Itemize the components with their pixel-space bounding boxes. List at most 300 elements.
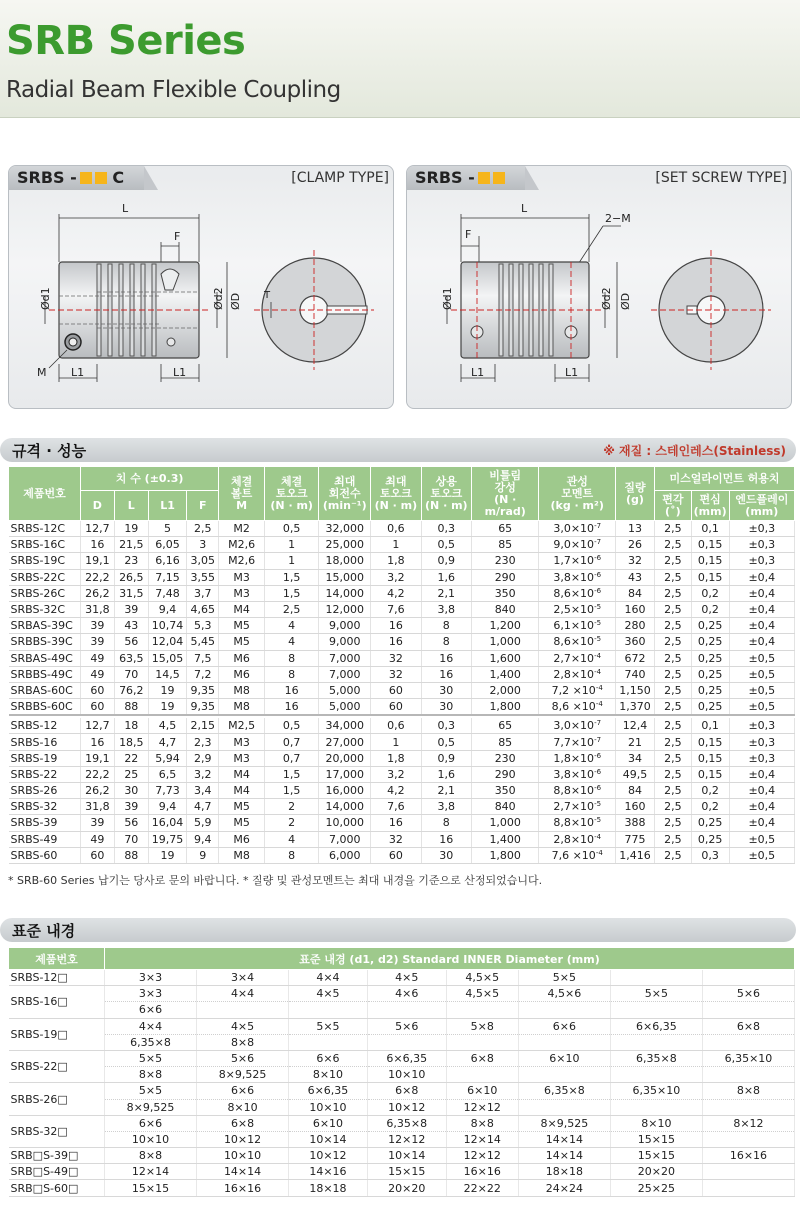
spec-cell: 19 bbox=[114, 521, 148, 537]
dim-M: M bbox=[37, 366, 47, 379]
spec-row bbox=[9, 666, 795, 682]
clamp-model-tab: SRBS - C bbox=[9, 166, 144, 190]
spec-cell: 388 bbox=[615, 815, 654, 831]
spec-cell: $3,8\times 10^{-6}$ bbox=[539, 569, 616, 585]
spec-cell: 7,5 bbox=[187, 650, 219, 666]
spec-cell: $8,6 \times 10^{-4}$ bbox=[539, 699, 616, 715]
spec-cell: 60 bbox=[80, 847, 114, 863]
dia-cell bbox=[518, 1099, 610, 1115]
dia-cell bbox=[518, 1034, 610, 1050]
dia-cell: 12×12 bbox=[446, 1148, 518, 1164]
dia-cell: 4×4 bbox=[197, 986, 289, 1002]
spec-model-cell: SRBS-32 bbox=[9, 799, 81, 815]
spec-cell: 1,370 bbox=[615, 699, 654, 715]
spec-cell: M2,5 bbox=[219, 718, 265, 734]
spec-cell: 26 bbox=[615, 537, 654, 553]
spec-cell: 4,65 bbox=[187, 601, 219, 617]
dia-cell: 6×10 bbox=[518, 1050, 610, 1066]
dia-cell: 6×8 bbox=[702, 1018, 794, 1034]
spec-cell: 290 bbox=[471, 569, 538, 585]
dim-T: T bbox=[264, 290, 271, 301]
dim-d1: Ød1 bbox=[441, 287, 454, 310]
spec-cell: 0,1 bbox=[691, 521, 729, 537]
spec-cell: 350 bbox=[471, 783, 538, 799]
spec-cell: 49 bbox=[80, 650, 114, 666]
spec-cell: 31,8 bbox=[80, 799, 114, 815]
spec-cell: 2,15 bbox=[187, 718, 219, 734]
spec-cell: 16 bbox=[265, 682, 319, 698]
spec-model-cell: SRBS-19 bbox=[9, 750, 81, 766]
spec-cell: 2 bbox=[265, 815, 319, 831]
spec-cell: 60 bbox=[371, 682, 421, 698]
spec-cell: ±0,4 bbox=[729, 585, 794, 601]
spec-cell: 1,6 bbox=[421, 766, 471, 782]
spec-cell: 2,5 bbox=[654, 569, 691, 585]
spec-cell: 16 bbox=[421, 650, 471, 666]
dia-cell: 8×9,525 bbox=[105, 1099, 197, 1115]
dim-d2: Ød2 bbox=[600, 287, 613, 310]
spec-cell: 49 bbox=[80, 666, 114, 682]
spec-cell: 65 bbox=[471, 718, 538, 734]
spec-row bbox=[9, 699, 795, 715]
spec-cell: 31,8 bbox=[80, 601, 114, 617]
dia-cell: 6×8 bbox=[367, 1083, 446, 1099]
dim-L1-right: L1 bbox=[565, 366, 579, 379]
spec-cell: 0,2 bbox=[691, 783, 729, 799]
spec-table-body bbox=[9, 521, 795, 864]
dia-model-cell: SRBS-12□ bbox=[9, 970, 105, 986]
spec-cell: 0,25 bbox=[691, 831, 729, 847]
spec-cell: 8 bbox=[421, 815, 471, 831]
spec-cell: ±0,4 bbox=[729, 815, 794, 831]
dia-cell: 6×10 bbox=[446, 1083, 518, 1099]
spec-cell: 22 bbox=[114, 750, 148, 766]
dia-model-cell: SRB□S-49□ bbox=[9, 1164, 105, 1180]
dim-F: F bbox=[465, 228, 472, 241]
dia-cell: 8×8 bbox=[702, 1083, 794, 1099]
spec-model-cell: SRBS-26 bbox=[9, 783, 81, 799]
spec-cell: $7,7\times 10^{-7}$ bbox=[539, 734, 616, 750]
dia-cell bbox=[446, 1034, 518, 1050]
dia-cell bbox=[702, 970, 794, 986]
spec-cell: 1,800 bbox=[471, 699, 538, 715]
spec-cell: 1,600 bbox=[471, 650, 538, 666]
spec-cell: 1,000 bbox=[471, 815, 538, 831]
dia-row bbox=[9, 1083, 795, 1099]
dia-cell: 5×5 bbox=[105, 1083, 197, 1099]
spec-cell: 280 bbox=[615, 618, 654, 634]
dia-cell: 8×9,525 bbox=[197, 1067, 289, 1083]
spec-cell: 30 bbox=[114, 783, 148, 799]
spec-cell: 1,400 bbox=[471, 666, 538, 682]
dia-cell: 12×14 bbox=[446, 1131, 518, 1147]
spec-cell: $8,6\times 10^{-5}$ bbox=[539, 634, 616, 650]
spec-cell: 6,05 bbox=[148, 537, 187, 553]
dia-row bbox=[9, 986, 795, 1002]
dia-cell: 6×6,35 bbox=[610, 1018, 702, 1034]
dia-cell: 15×15 bbox=[367, 1164, 446, 1180]
th-F: F bbox=[187, 491, 219, 521]
spec-cell: 2,5 bbox=[265, 601, 319, 617]
spec-cell: 18,5 bbox=[114, 734, 148, 750]
spec-cell: 22,2 bbox=[80, 766, 114, 782]
spec-cell: 2,1 bbox=[421, 783, 471, 799]
spec-model-cell: SRBBS-60C bbox=[9, 699, 81, 715]
dia-cell: 20×20 bbox=[367, 1180, 446, 1196]
spec-model-cell: SRBS-22 bbox=[9, 766, 81, 782]
dia-cell bbox=[610, 970, 702, 986]
spec-cell: 2,5 bbox=[654, 799, 691, 815]
spec-cell: 2,5 bbox=[654, 766, 691, 782]
spec-cell: 84 bbox=[615, 585, 654, 601]
spec-cell: 4,7 bbox=[187, 799, 219, 815]
dia-cell: 8×9,525 bbox=[518, 1115, 610, 1131]
spec-cell: 4 bbox=[265, 634, 319, 650]
spec-cell: 1,200 bbox=[471, 618, 538, 634]
spec-cell: 43 bbox=[615, 569, 654, 585]
dia-cell: 24×24 bbox=[518, 1180, 610, 1196]
spec-model-cell: SRBS-60 bbox=[9, 847, 81, 863]
spec-cell: 8 bbox=[421, 634, 471, 650]
spec-cell: 9 bbox=[187, 847, 219, 863]
spec-model-cell: SRBS-16C bbox=[9, 537, 81, 553]
spec-cell: 4,2 bbox=[371, 585, 421, 601]
dia-cell: 6×6 bbox=[289, 1050, 368, 1066]
dia-cell: 14×14 bbox=[518, 1131, 610, 1147]
dia-cell: 4×6 bbox=[367, 986, 446, 1002]
dia-cell: 6,35×10 bbox=[610, 1083, 702, 1099]
spec-cell: 8 bbox=[265, 650, 319, 666]
spec-cell: 60 bbox=[80, 682, 114, 698]
dia-cell bbox=[446, 1067, 518, 1083]
spec-cell: ±0,5 bbox=[729, 699, 794, 715]
spec-cell: 7,000 bbox=[319, 666, 371, 682]
spec-row bbox=[9, 569, 795, 585]
spec-cell: ±0,4 bbox=[729, 601, 794, 617]
spec-cell: M4 bbox=[219, 766, 265, 782]
spec-cell: 31,5 bbox=[114, 585, 148, 601]
dia-cell: 5×6 bbox=[367, 1018, 446, 1034]
dia-row bbox=[9, 1180, 795, 1196]
spec-cell: 5,000 bbox=[319, 682, 371, 698]
dia-cell: 10×10 bbox=[367, 1067, 446, 1083]
spec-cell: $8,8\times 10^{-6}$ bbox=[539, 783, 616, 799]
spec-cell: 9,4 bbox=[148, 799, 187, 815]
dia-cell: 4,5×6 bbox=[518, 986, 610, 1002]
dia-cell: 5×8 bbox=[446, 1018, 518, 1034]
spec-note: * SRB-60 Series 납기는 당사로 문의 바랍니다. * 질량 및 관성모멘트는 최대 내경을 기준으로 산정되었습니다. bbox=[8, 874, 543, 887]
spec-cell: 85 bbox=[471, 734, 538, 750]
spec-cell: 16 bbox=[265, 699, 319, 715]
spec-cell: 16 bbox=[421, 831, 471, 847]
spec-cell: 10,74 bbox=[148, 618, 187, 634]
spec-row bbox=[9, 718, 795, 734]
dia-cell: 4,5×5 bbox=[446, 970, 518, 986]
spec-cell: 350 bbox=[471, 585, 538, 601]
spec-cell: 2,5 bbox=[654, 750, 691, 766]
spec-cell: 26,5 bbox=[114, 569, 148, 585]
spec-cell: $7,6 \times 10^{-4}$ bbox=[539, 847, 616, 863]
spec-model-cell: SRBAS-49C bbox=[9, 650, 81, 666]
spec-cell: 0,9 bbox=[421, 553, 471, 569]
diameter-table bbox=[8, 947, 795, 1197]
spec-cell: 7,73 bbox=[148, 783, 187, 799]
spec-cell: 7,6 bbox=[371, 799, 421, 815]
spec-cell: 8 bbox=[265, 666, 319, 682]
spec-cell: 85 bbox=[471, 537, 538, 553]
spec-cell: 3,55 bbox=[187, 569, 219, 585]
spec-cell: 16,000 bbox=[319, 783, 371, 799]
th-offset: 편각 (˚) bbox=[654, 491, 691, 521]
spec-cell: 0,3 bbox=[691, 847, 729, 863]
dia-cell: 8×8 bbox=[105, 1148, 197, 1164]
spec-cell: 3,8 bbox=[421, 799, 471, 815]
spec-cell: 16,04 bbox=[148, 815, 187, 831]
th-usetorque: 상용 토오크 (N · m) bbox=[421, 467, 471, 521]
spec-cell: 16 bbox=[371, 634, 421, 650]
spec-cell: M5 bbox=[219, 799, 265, 815]
spec-cell: ±0,3 bbox=[729, 553, 794, 569]
spec-cell: 49,5 bbox=[615, 766, 654, 782]
dia-cell: 5×5 bbox=[289, 1018, 368, 1034]
spec-cell: 76,2 bbox=[114, 682, 148, 698]
dia-row bbox=[9, 1131, 795, 1147]
spec-cell: M3 bbox=[219, 585, 265, 601]
spec-cell: M8 bbox=[219, 847, 265, 863]
spec-cell: 12,7 bbox=[80, 521, 114, 537]
dia-cell bbox=[367, 1002, 446, 1018]
spec-cell: 0,3 bbox=[421, 718, 471, 734]
spec-cell: 840 bbox=[471, 799, 538, 815]
spec-cell: 70 bbox=[114, 831, 148, 847]
dia-row bbox=[9, 970, 795, 986]
spec-cell: 16 bbox=[80, 734, 114, 750]
spec-cell: 4 bbox=[265, 831, 319, 847]
spec-cell: 2,5 bbox=[654, 699, 691, 715]
spec-cell: $2,5\times 10^{-5}$ bbox=[539, 601, 616, 617]
spec-cell: 23 bbox=[114, 553, 148, 569]
spec-cell: 16 bbox=[80, 537, 114, 553]
dim-D: ØD bbox=[619, 292, 632, 310]
spec-row bbox=[9, 537, 795, 553]
spec-cell: 8 bbox=[421, 618, 471, 634]
dia-cell: 18×18 bbox=[289, 1180, 368, 1196]
dia-cell: 15×15 bbox=[105, 1180, 197, 1196]
spec-row bbox=[9, 650, 795, 666]
dia-cell: 14×16 bbox=[289, 1164, 368, 1180]
th-moment: 관성 모멘트 (kg · m²) bbox=[539, 467, 616, 521]
spec-cell: $3,0\times 10^{-7}$ bbox=[539, 718, 616, 734]
spec-cell: 6,16 bbox=[148, 553, 187, 569]
th-ecc: 편심 (mm) bbox=[691, 491, 729, 521]
spec-cell: M8 bbox=[219, 699, 265, 715]
spec-cell: 2,9 bbox=[187, 750, 219, 766]
spec-model-cell: SRBS-16 bbox=[9, 734, 81, 750]
spec-cell: 1,8 bbox=[371, 750, 421, 766]
spec-cell: 3,2 bbox=[187, 766, 219, 782]
spec-cell: 70 bbox=[114, 666, 148, 682]
spec-cell: 0,3 bbox=[421, 521, 471, 537]
dia-cell: 5×5 bbox=[105, 1050, 197, 1066]
dia-cell: 14×14 bbox=[197, 1164, 289, 1180]
spec-cell: 12,7 bbox=[80, 718, 114, 734]
spec-cell: 0,25 bbox=[691, 618, 729, 634]
dia-cell bbox=[702, 1034, 794, 1050]
dia-cell: 8×12 bbox=[702, 1115, 794, 1131]
spec-cell: 0,6 bbox=[371, 718, 421, 734]
dia-cell: 6,35×8 bbox=[105, 1034, 197, 1050]
spec-cell: 0,15 bbox=[691, 734, 729, 750]
dia-cell bbox=[702, 1164, 794, 1180]
dia-cell: 12×12 bbox=[446, 1099, 518, 1115]
spec-cell: 3,2 bbox=[371, 766, 421, 782]
dia-cell: 6×10 bbox=[289, 1115, 368, 1131]
spec-cell: 2,000 bbox=[471, 682, 538, 698]
spec-cell: 16 bbox=[371, 618, 421, 634]
spec-cell: 4,7 bbox=[148, 734, 187, 750]
spec-cell: 0,1 bbox=[691, 718, 729, 734]
th-D: D bbox=[80, 491, 114, 521]
spec-cell: 2 bbox=[265, 799, 319, 815]
dia-cell: 10×14 bbox=[289, 1131, 368, 1147]
spec-cell: $8,6\times 10^{-6}$ bbox=[539, 585, 616, 601]
dia-cell bbox=[702, 1131, 794, 1147]
spec-cell: M5 bbox=[219, 815, 265, 831]
spec-cell: 20,000 bbox=[319, 750, 371, 766]
spec-cell: 19,1 bbox=[80, 553, 114, 569]
spec-cell: 160 bbox=[615, 799, 654, 815]
spec-cell: 290 bbox=[471, 766, 538, 782]
spec-cell: 14,000 bbox=[319, 799, 371, 815]
setscrew-type-panel bbox=[406, 165, 792, 409]
dia-th-title: 표준 내경 (d1, d2) Standard INNER Diameter (mm) bbox=[105, 948, 795, 970]
spec-cell: 2,3 bbox=[187, 734, 219, 750]
dim-M: 2−M bbox=[605, 212, 631, 225]
dia-cell: 12×12 bbox=[367, 1131, 446, 1147]
spec-cell: 0,25 bbox=[691, 815, 729, 831]
dia-cell: 8×8 bbox=[446, 1115, 518, 1131]
spec-cell: 32 bbox=[371, 650, 421, 666]
spec-cell: 16 bbox=[371, 815, 421, 831]
dim-L: L bbox=[122, 202, 129, 215]
spec-cell: 65 bbox=[471, 521, 538, 537]
spec-cell: 12,000 bbox=[319, 601, 371, 617]
dia-cell: 10×10 bbox=[105, 1131, 197, 1147]
spec-cell: 2,5 bbox=[654, 650, 691, 666]
spec-model-cell: SRBS-22C bbox=[9, 569, 81, 585]
spec-cell: 230 bbox=[471, 750, 538, 766]
dia-cell: 20×20 bbox=[610, 1164, 702, 1180]
dia-cell: 4×4 bbox=[105, 1018, 197, 1034]
spec-cell: 0,25 bbox=[691, 634, 729, 650]
dia-cell: 6×6 bbox=[197, 1083, 289, 1099]
spec-cell: 2,5 bbox=[654, 618, 691, 634]
dia-cell: 6×6,35 bbox=[289, 1083, 368, 1099]
dim-d2: Ød2 bbox=[212, 287, 225, 310]
clamp-drawing bbox=[9, 192, 395, 408]
spec-cell: 0,2 bbox=[691, 799, 729, 815]
dia-model-cell: SRBS-19□ bbox=[9, 1018, 105, 1050]
spec-row bbox=[9, 750, 795, 766]
dia-cell: 3×4 bbox=[197, 970, 289, 986]
dia-cell: 6×8 bbox=[197, 1115, 289, 1131]
spec-cell: 0,2 bbox=[691, 601, 729, 617]
dia-cell: 10×12 bbox=[197, 1131, 289, 1147]
spec-cell: 19,1 bbox=[80, 750, 114, 766]
th-maxtorque: 최대 토오크 (N · m) bbox=[371, 467, 421, 521]
spec-cell: 3,8 bbox=[421, 601, 471, 617]
dia-cell: 6×6 bbox=[518, 1018, 610, 1034]
spec-cell: 3,7 bbox=[187, 585, 219, 601]
spec-cell: 160 bbox=[615, 601, 654, 617]
dia-section-title: 표준 내경 bbox=[12, 922, 76, 940]
spec-model-cell: SRBBS-49C bbox=[9, 666, 81, 682]
spec-model-cell: SRBAS-60C bbox=[9, 682, 81, 698]
spec-row bbox=[9, 521, 795, 537]
dim-L: L bbox=[521, 202, 528, 215]
dia-cell bbox=[289, 1034, 368, 1050]
spec-cell: M2,6 bbox=[219, 553, 265, 569]
dia-cell: 8×10 bbox=[610, 1115, 702, 1131]
setscrew-type-label: [SET SCREW TYPE] bbox=[655, 170, 787, 186]
dia-row bbox=[9, 1034, 795, 1050]
dia-row bbox=[9, 1050, 795, 1066]
dia-model-cell: SRBS-26□ bbox=[9, 1083, 105, 1115]
dia-cell bbox=[610, 1067, 702, 1083]
spec-cell: M4 bbox=[219, 783, 265, 799]
spec-cell: 2,5 bbox=[654, 585, 691, 601]
dia-cell bbox=[702, 1067, 794, 1083]
spec-cell: $2,8\times 10^{-4}$ bbox=[539, 831, 616, 847]
dia-model-cell: SRBS-32□ bbox=[9, 1115, 105, 1147]
dia-cell: 15×15 bbox=[610, 1148, 702, 1164]
spec-cell: M2,6 bbox=[219, 537, 265, 553]
dia-cell: 6,35×10 bbox=[702, 1050, 794, 1066]
spec-cell: 1,400 bbox=[471, 831, 538, 847]
spec-cell: ±0,5 bbox=[729, 682, 794, 698]
spec-cell: 19 bbox=[148, 847, 187, 863]
spec-cell: 26,2 bbox=[80, 585, 114, 601]
dia-cell: 4×5 bbox=[289, 986, 368, 1002]
spec-table bbox=[8, 466, 795, 864]
dia-cell: 6×8 bbox=[446, 1050, 518, 1066]
spec-cell: $3,0\times 10^{-7}$ bbox=[539, 521, 616, 537]
spec-cell: 32 bbox=[371, 666, 421, 682]
spec-cell: 7,000 bbox=[319, 831, 371, 847]
spec-cell: 6,000 bbox=[319, 847, 371, 863]
dia-cell: 16×16 bbox=[702, 1148, 794, 1164]
spec-cell: 19,75 bbox=[148, 831, 187, 847]
dia-cell: 5×5 bbox=[518, 970, 610, 986]
dim-D: ØD bbox=[229, 292, 242, 310]
spec-cell: 13 bbox=[615, 521, 654, 537]
dia-cell: 8×10 bbox=[289, 1067, 368, 1083]
dia-model-cell: SRBS-16□ bbox=[9, 986, 105, 1018]
dia-cell bbox=[367, 1034, 446, 1050]
spec-model-cell: SRBS-32C bbox=[9, 601, 81, 617]
spec-cell: 17,000 bbox=[319, 766, 371, 782]
spec-cell: 14,000 bbox=[319, 585, 371, 601]
dia-cell: 8×8 bbox=[105, 1067, 197, 1083]
spec-cell: 60 bbox=[80, 699, 114, 715]
spec-cell: ±0,5 bbox=[729, 831, 794, 847]
spec-cell: 4 bbox=[265, 618, 319, 634]
spec-cell: 0,25 bbox=[691, 699, 729, 715]
spec-cell: 12,4 bbox=[615, 718, 654, 734]
page-subtitle: Radial Beam Flexible Coupling bbox=[6, 77, 341, 103]
spec-cell: 43 bbox=[114, 618, 148, 634]
dia-row bbox=[9, 1002, 795, 1018]
